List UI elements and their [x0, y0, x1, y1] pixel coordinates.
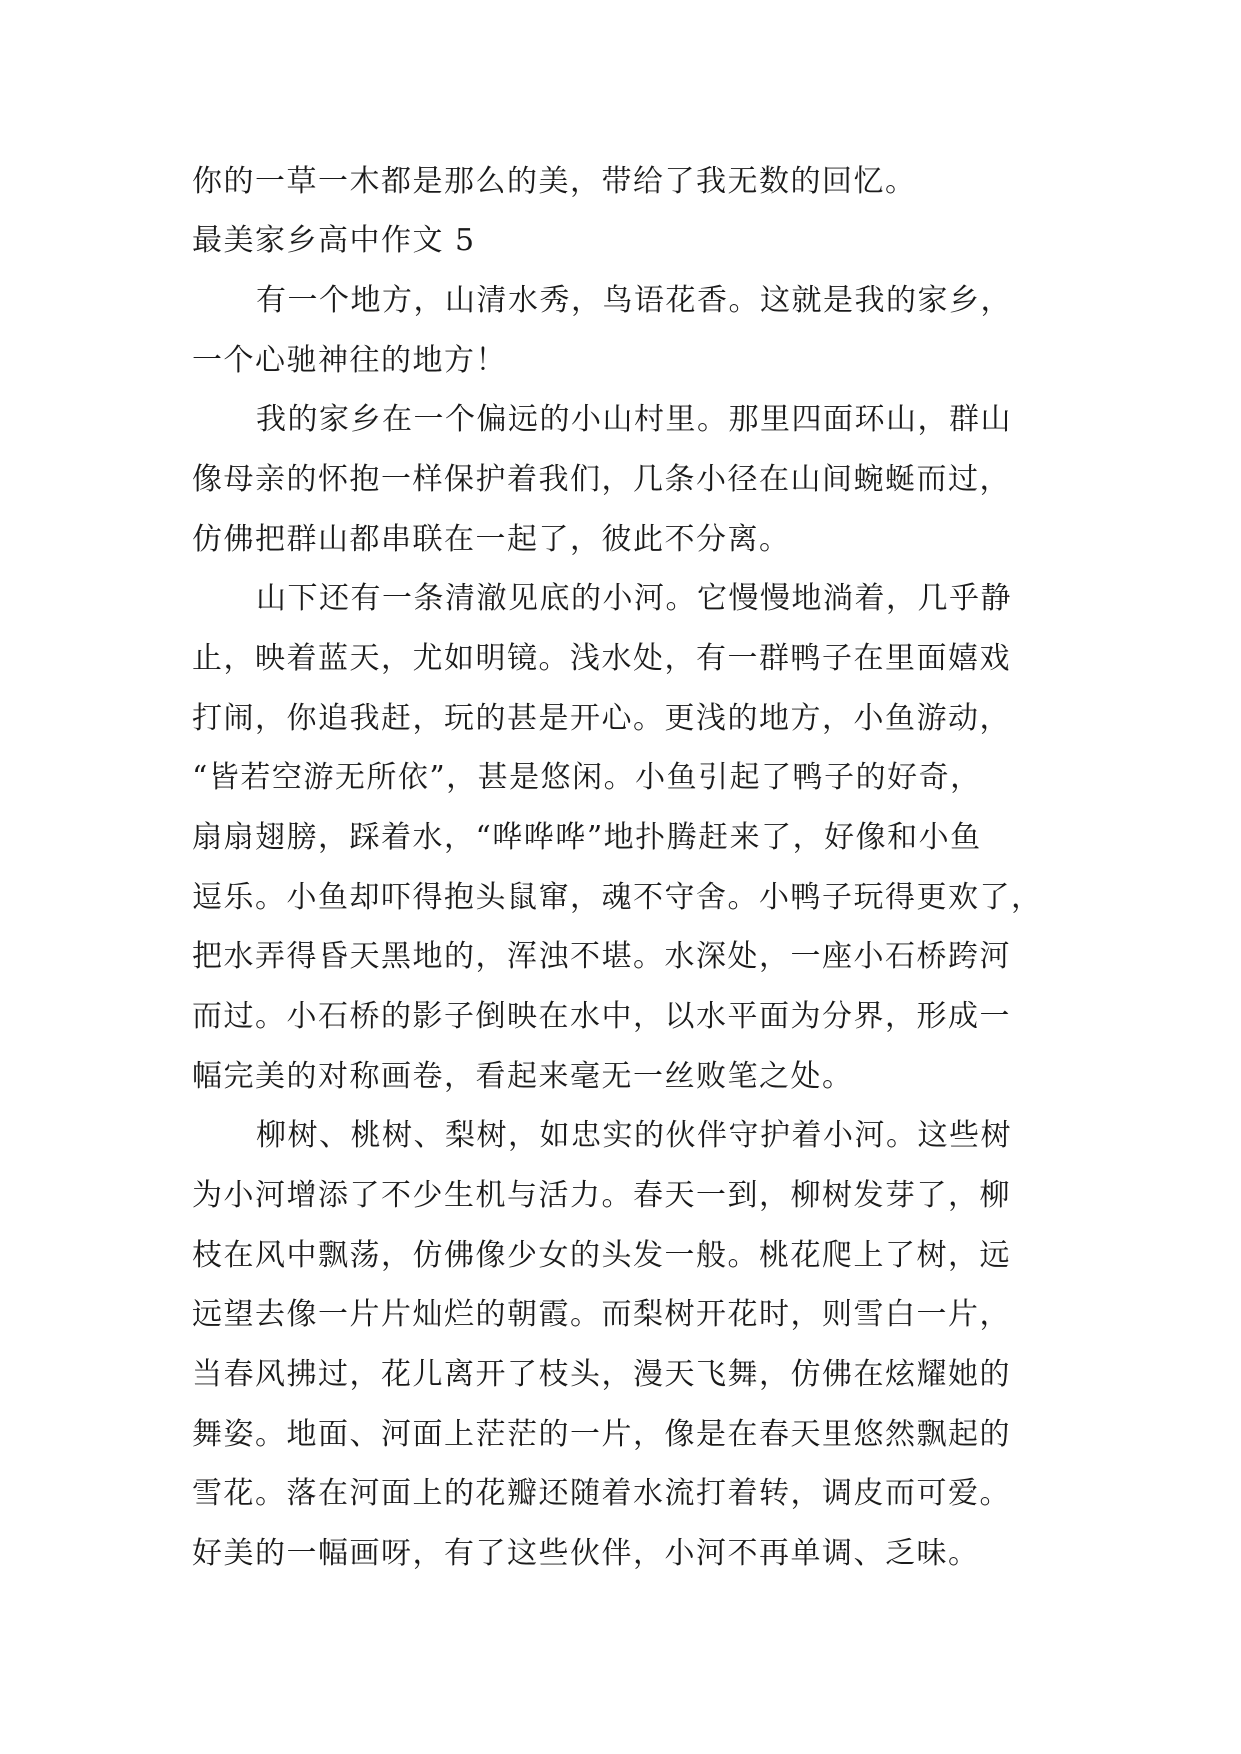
text-line: 逗乐。小鱼却吓得抱头鼠窜，魂不守舍。小鸭子玩得更欢了，: [192, 880, 1043, 915]
text-line: 好美的一幅画呀，有了这些伙伴，小河不再单调、乏味。: [192, 1536, 980, 1571]
text-line: 你的一草一木都是那么的美，带给了我无数的回忆。: [192, 164, 917, 199]
text-line: 一个心驰神往的地方！: [192, 343, 507, 378]
text-line: 止，映着蓝天，尤如明镜。浅水处，有一群鸭子在里面嬉戏: [192, 641, 1011, 676]
text-line: 像母亲的怀抱一样保护着我们，几条小径在山间蜿蜒而过，: [192, 462, 1011, 497]
text-line: 枝在风中飘荡，仿佛像少女的头发一般。桃花爬上了树，远: [192, 1238, 1011, 1273]
text-line: 为小河增添了不少生机与活力。春天一到，柳树发芽了，柳: [192, 1178, 1011, 1213]
text-line: 打闹，你追我赶，玩的甚是开心。更浅的地方，小鱼游动，: [192, 701, 1011, 736]
text-line: 有一个地方，山清水秀，鸟语花香。这就是我的家乡，: [256, 283, 1012, 318]
text-line: “皆若空游无所依”，甚是悠闲。小鱼引起了鸭子的好奇，: [192, 760, 982, 795]
text-line: 柳树、桃树、梨树，如忠实的伙伴守护着小河。这些树: [256, 1118, 1012, 1153]
text-line: 当春风拂过，花儿离开了枝头，漫天飞舞，仿佛在炫耀她的: [192, 1357, 1011, 1392]
text-line: 把水弄得昏天黑地的，浑浊不堪。水深处，一座小石桥跨河: [192, 939, 1011, 974]
text-line: 幅完美的对称画卷，看起来毫无一丝败笔之处。: [192, 1059, 854, 1094]
text-line: 舞姿。地面、河面上茫茫的一片，像是在春天里悠然飘起的: [192, 1417, 1011, 1452]
text-line: 雪花。落在河面上的花瓣还随着水流打着转，调皮而可爱。: [192, 1476, 1011, 1511]
text-line: 而过。小石桥的影子倒映在水中，以水平面为分界，形成一: [192, 999, 1011, 1034]
text-line: 远望去像一片片灿烂的朝霞。而梨树开花时，则雪白一片，: [192, 1297, 1011, 1332]
text-line: 仿佛把群山都串联在一起了，彼此不分离。: [192, 522, 791, 557]
text-line: 扇扇翅膀，踩着水，“哗哗哗”地扑腾赶来了，好像和小鱼: [192, 820, 982, 855]
text-line: 我的家乡在一个偏远的小山村里。那里四面环山，群山: [256, 402, 1012, 437]
section-heading: 最美家乡高中作文 5: [192, 223, 476, 258]
text-line: 山下还有一条清澈见底的小河。它慢慢地淌着，几乎静: [256, 581, 1012, 616]
